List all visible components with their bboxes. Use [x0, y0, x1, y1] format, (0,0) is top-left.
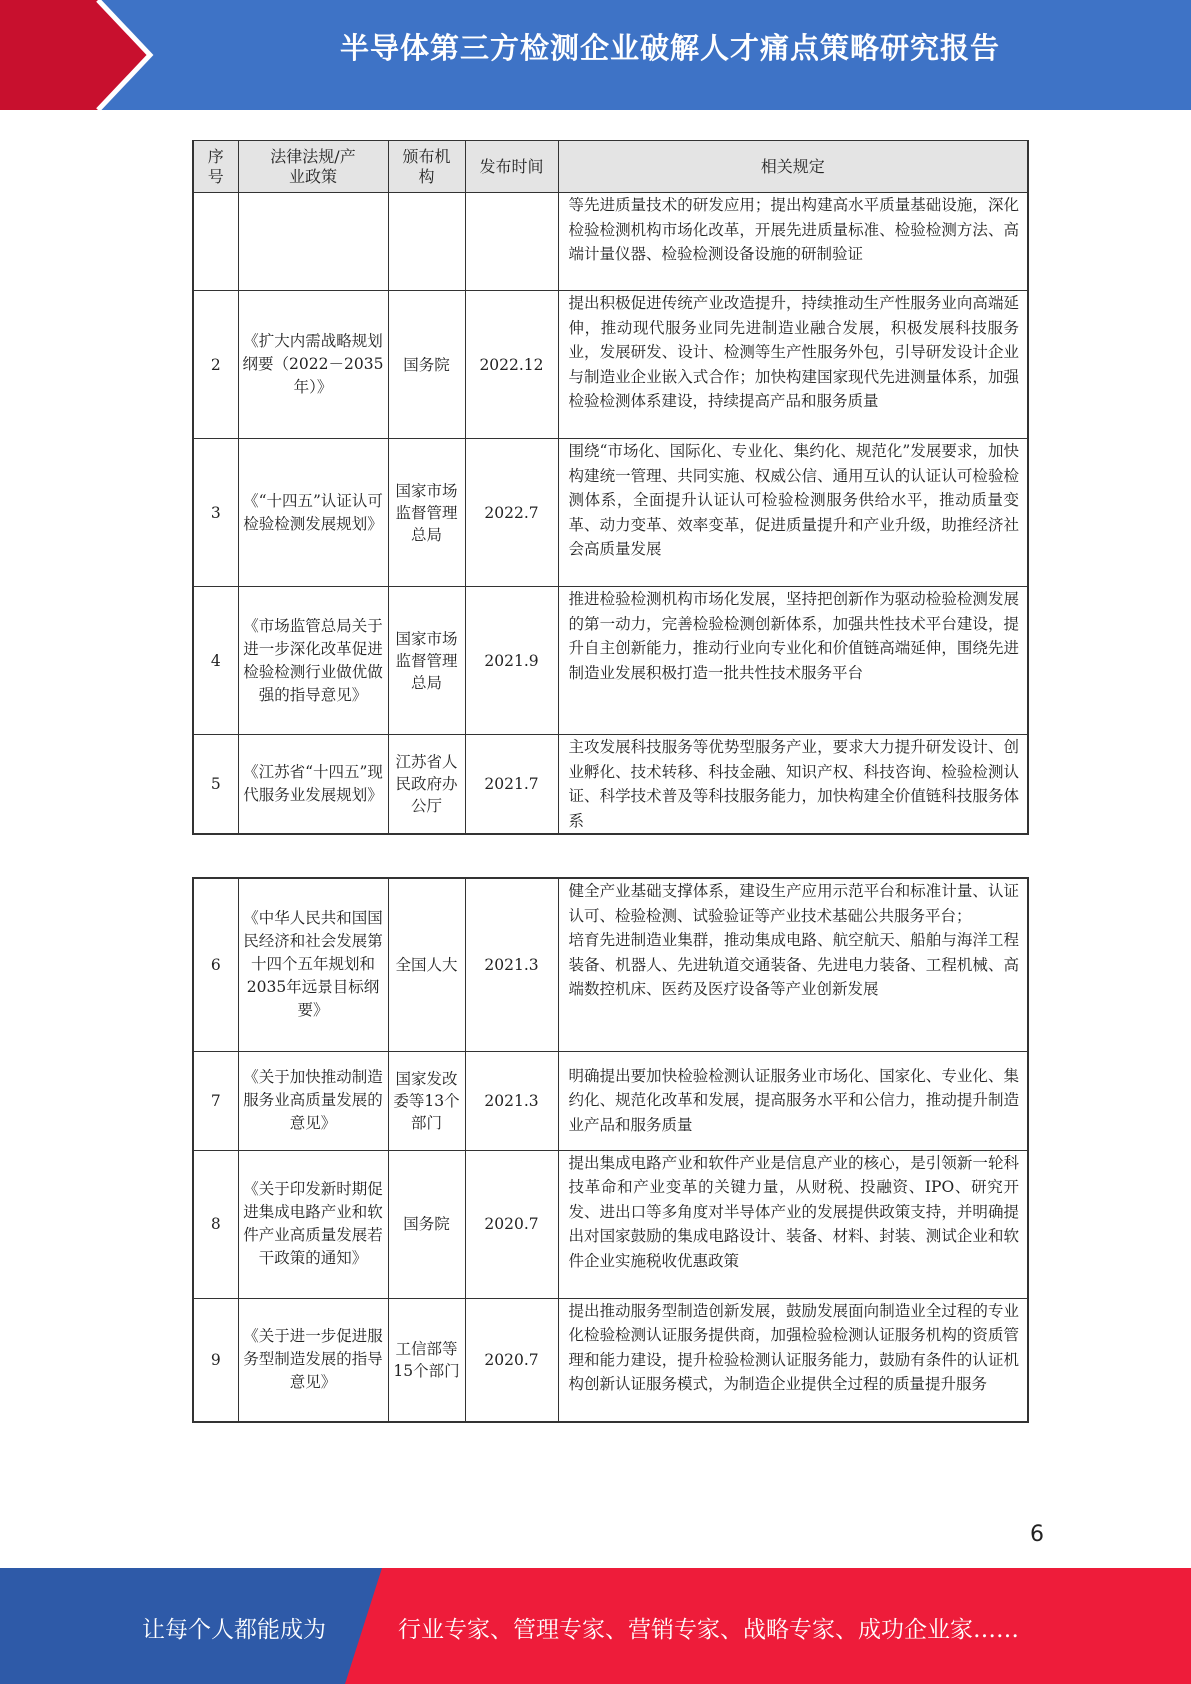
col-header-date: 发布时间	[465, 141, 558, 193]
row-org	[388, 193, 465, 291]
table-row	[193, 1150, 1028, 1298]
row-num: 3	[193, 439, 238, 587]
row-desc: 提出积极促进传统产业改造提升，持续推动生产性服务业向高端延伸，推动现代服务业同先进制造业融合发展，积极发展科技服务业，发展研发、设计、检测等生产性服务外包，引导研发设计企业与制造业企业嵌入式合作；加快构建国家现代先进测量体系，加强检验检测体系建设，持续提高产品和服务质量	[558, 291, 1028, 439]
row-desc: 围绕“市场化、国际化、专业化、集约化、规范化”发展要求，加快构建统一管理、共同实施、权威公信、通用互认的认证认可检验检测体系，全面提升认证认可检验检测服务供给水平，推动质量变革、动力变革、效率变革，促进质量提升和产业升级，助推经济社会高质量发展	[558, 439, 1028, 587]
row-desc: 主攻发展科技服务等优势型服务产业，要求大力提升研发设计、创业孵化、技术转移、科技金融、知识产权、科技咨询、检验检测认证、科学技术普及等科技服务能力，加快构建全价值链科技服务体系	[558, 735, 1028, 835]
table-row	[193, 735, 1028, 835]
row-name: 《关于印发新时期促进集成电路产业和软件产业高质量发展若干政策的通知》	[238, 1150, 388, 1298]
table-row	[193, 1051, 1028, 1150]
table-row	[193, 439, 1028, 587]
policy-table-part1	[192, 140, 1029, 835]
row-num: 8	[193, 1150, 238, 1298]
row-org: 工信部等15个部门	[388, 1298, 465, 1422]
footer-slogan-right: 行业专家、管理专家、营销专家、战略专家、成功企业家……	[398, 1617, 1019, 1643]
row-org: 国家发改委等13个部门	[388, 1051, 465, 1150]
row-desc: 健全产业基础支撑体系，建设生产应用示范平台和标准计量、认证认可、检验检测、试验验证等产业技术基础公共服务平台； 培育先进制造业集群，推动集成电路、航空航天、船舶与海洋工程装备、机器人、先进轨道交通装备、先进电力装备、工程机械、高端数控机床、医药及医疗设备等产业创新发展	[558, 878, 1028, 1051]
row-date: 2021.3	[465, 1051, 558, 1150]
row-name: 《中华人民共和国国民经济和社会发展第十四个五年规划和2035年远景目标纲要》	[238, 878, 388, 1051]
row-desc: 提出推动服务型制造创新发展，鼓励发展面向制造业全过程的专业化检验检测认证服务提供商，加强检验检测认证服务机构的资质管理和能力建设，提升检验检测认证服务能力，鼓励有条件的认证机构创新认证服务模式，为制造企业提供全过程的质量提升服务	[558, 1298, 1028, 1422]
table-row	[193, 291, 1028, 439]
row-date: 2020.7	[465, 1150, 558, 1298]
row-num: 9	[193, 1298, 238, 1422]
row-name: 《市场监管总局关于进一步深化改革促进检验检测行业做优做强的指导意见》	[238, 587, 388, 735]
table-row	[193, 878, 1028, 1051]
policy-table-part2	[192, 877, 1029, 1423]
row-date: 2022.12	[465, 291, 558, 439]
report-title: 半导体第三方检测企业破解人才痛点策略研究报告	[339, 31, 1000, 65]
col-header-name: 法律法规/产业政策	[238, 141, 388, 193]
row-num	[193, 193, 238, 291]
row-desc: 明确提出要加快检验检测认证服务业市场化、国家化、专业化、集约化、规范化改革和发展，提高服务水平和公信力，推动提升制造业产品和服务质量	[558, 1051, 1028, 1150]
row-num: 2	[193, 291, 238, 439]
table-row	[193, 1298, 1028, 1422]
col-header-desc: 相关规定	[558, 141, 1028, 193]
row-desc: 推进检验检测机构市场化发展，坚持把创新作为驱动检验检测发展的第一动力，完善检验检测创新体系，加强共性技术平台建设，提升自主创新能力，推动行业向专业化和价值链高端延伸，围绕先进制造业发展积极打造一批共性技术服务平台	[558, 587, 1028, 735]
row-date: 2021.3	[465, 878, 558, 1051]
table-row	[193, 587, 1028, 735]
row-num: 4	[193, 587, 238, 735]
row-name: 《江苏省“十四五”现代服务业发展规划》	[238, 735, 388, 835]
footer-slogan-left: 让每个人都能成为	[142, 1617, 326, 1643]
table-row	[193, 193, 1028, 291]
row-name: 《关于加快推动制造服务业高质量发展的意见》	[238, 1051, 388, 1150]
header-banner	[0, 0, 1191, 110]
row-num: 7	[193, 1051, 238, 1150]
row-date: 2020.7	[465, 1298, 558, 1422]
row-date: 2021.9	[465, 587, 558, 735]
col-header-num: 序号	[193, 141, 238, 193]
row-name: 《扩大内需战略规划纲要（2022－2035年）》	[238, 291, 388, 439]
row-num: 5	[193, 735, 238, 835]
row-name: 《“十四五”认证认可检验检测发展规划》	[238, 439, 388, 587]
row-org: 国务院	[388, 291, 465, 439]
row-name: 《关于进一步促进服务型制造发展的指导意见》	[238, 1298, 388, 1422]
page-number: 6	[1030, 1522, 1044, 1547]
row-num: 6	[193, 878, 238, 1051]
row-date: 2021.7	[465, 735, 558, 835]
row-date	[465, 193, 558, 291]
row-date: 2022.7	[465, 439, 558, 587]
footer-banner	[0, 1568, 1191, 1684]
row-org: 国家市场监督管理总局	[388, 587, 465, 735]
row-org: 国务院	[388, 1150, 465, 1298]
row-org: 江苏省人民政府办公厅	[388, 735, 465, 835]
row-name	[238, 193, 388, 291]
row-desc: 等先进质量技术的研发应用；提出构建高水平质量基础设施，深化检验检测机构市场化改革，开展先进质量标准、检验检测方法、高端计量仪器、检验检测设备设施的研制验证	[558, 193, 1028, 291]
row-org: 国家市场监督管理总局	[388, 439, 465, 587]
row-org: 全国人大	[388, 878, 465, 1051]
table-header-row	[193, 141, 1028, 193]
col-header-org: 颁布机构	[388, 141, 465, 193]
row-desc: 提出集成电路产业和软件产业是信息产业的核心，是引领新一轮科技革命和产业变革的关键力量，从财税、投融资、IPO、研究开发、进出口等多角度对半导体产业的发展提供政策支持，并明确提出对国家鼓励的集成电路设计、装备、材料、封装、测试企业和软件企业实施税收优惠政策	[558, 1150, 1028, 1298]
